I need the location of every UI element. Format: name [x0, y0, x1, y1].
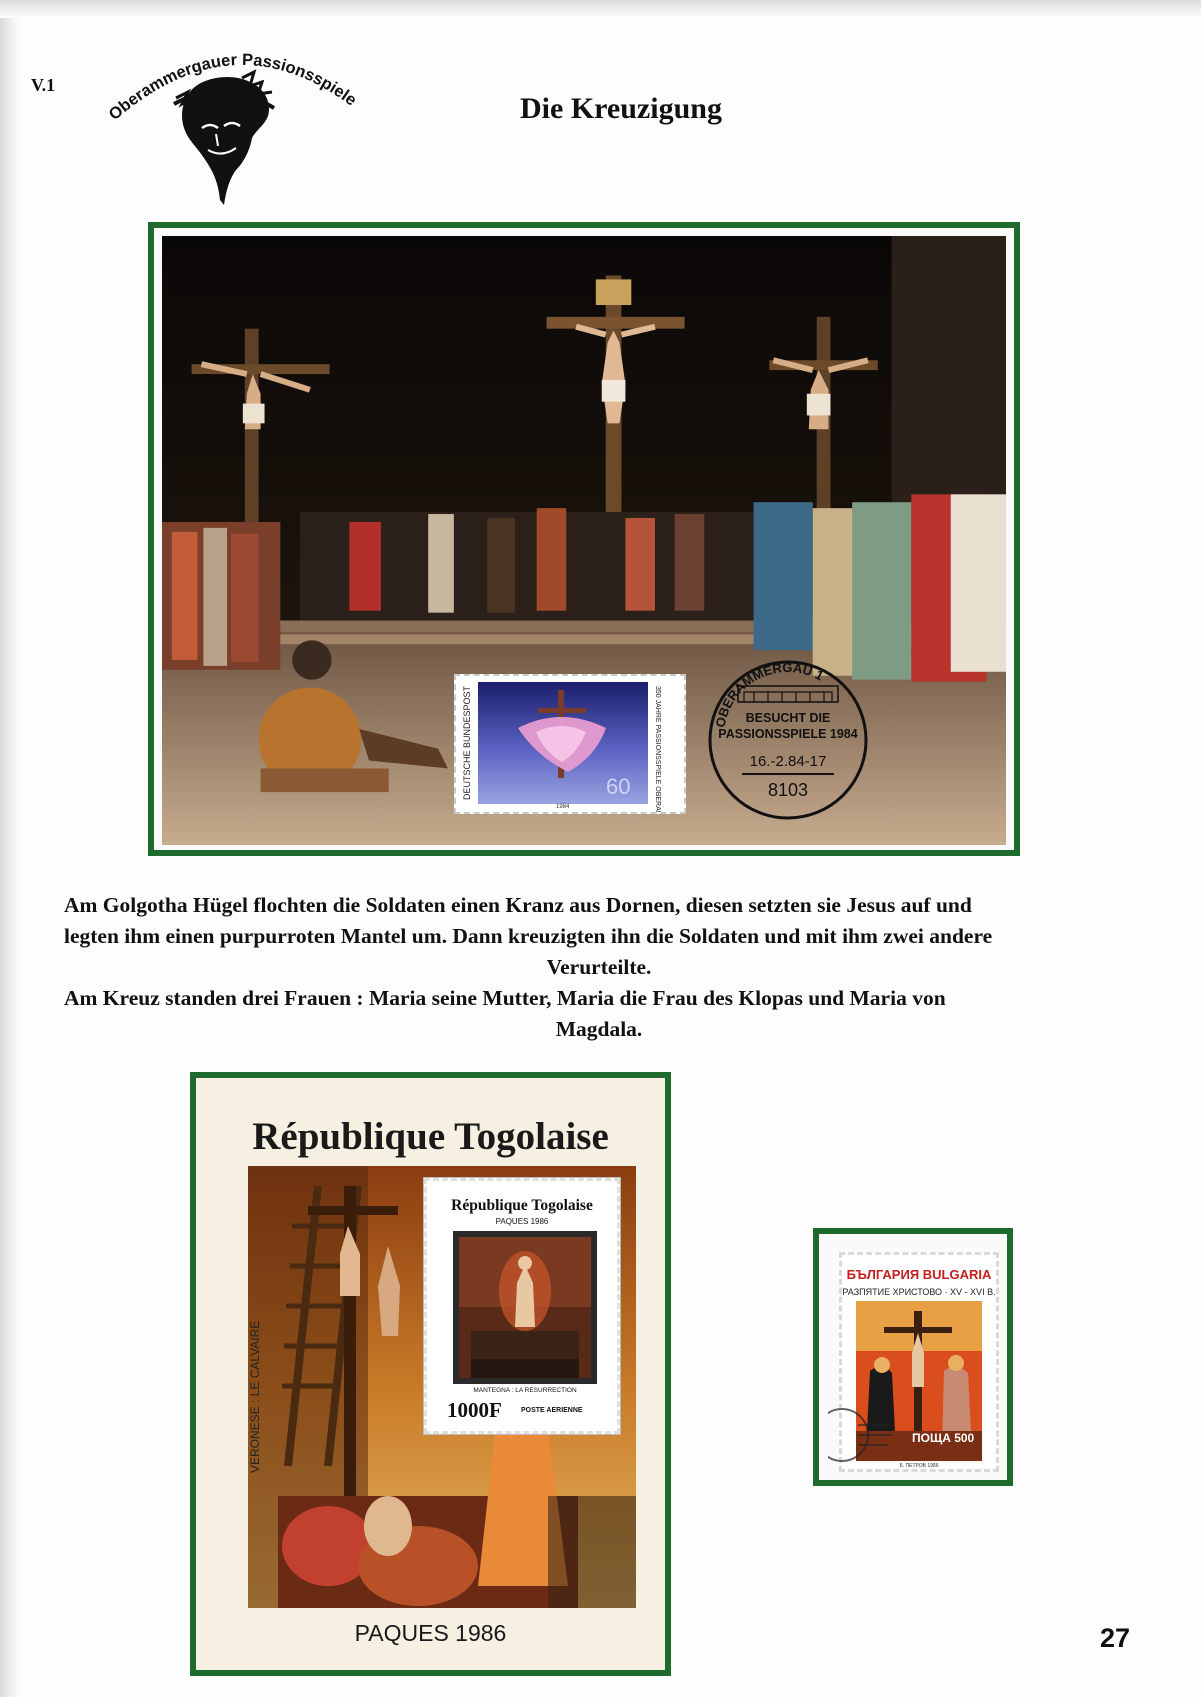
togo-stamp-subtitle: PAQUES 1986	[495, 1217, 549, 1226]
text-line-3: Verurteilte.	[546, 955, 652, 979]
togo-stamp-airmail: POSTE AERIENNE	[521, 1407, 583, 1414]
postmark-date: 16.-2.84-17	[749, 753, 827, 770]
bulgaria-stamp-caption: Б. ПЕТРОВ 1986	[899, 1463, 939, 1469]
togo-sheet-title: République Togolaise	[252, 1115, 609, 1158]
page-top-shadow	[0, 0, 1201, 18]
postmark-line1: BESUCHT DIE	[745, 711, 831, 725]
description-text	[64, 890, 1134, 1045]
text-line-5: Magdala.	[555, 1017, 643, 1041]
togo-souvenir-sheet	[190, 1072, 671, 1676]
bulgaria-cancel-mark	[828, 1405, 898, 1465]
bulgaria-stamp-subtitle: РАЗПЯТИЕ ХРИСТОВО · XV - XVI В.	[842, 1287, 996, 1297]
german-stamp-value: 60	[606, 774, 631, 799]
text-line-2: legten ihm einen purpurroten Mantel um. Dann kreuzigten ihn die Soldaten und mit ihm zwei andere	[64, 924, 993, 948]
bulgaria-stamp	[839, 1252, 999, 1472]
bulgaria-stamp-value: ПОЩА 500	[912, 1431, 975, 1445]
version-label: V.1	[31, 75, 56, 95]
mantegna-resurrection-art	[453, 1231, 597, 1384]
oberammergau-logo	[92, 30, 397, 225]
togo-sheet-footer: PAQUES 1986	[354, 1620, 507, 1646]
postmark-top-text: OBERAMMERGAU 1	[712, 659, 827, 729]
postmark	[684, 650, 878, 826]
togo-stamp-title: République Togolaise	[451, 1197, 593, 1214]
german-stamp	[454, 674, 686, 814]
german-stamp-year: 1984	[556, 804, 570, 810]
postmark-line2: PASSIONSSPIELE 1984	[718, 727, 858, 741]
german-stamp-art	[456, 676, 684, 812]
togo-stamp-caption: MANTEGNA : LA RESURRECTION	[473, 1387, 577, 1394]
veronese-label: VERONESE : LE CALVAIRE	[248, 1320, 262, 1473]
page-edge-shadow	[0, 0, 22, 1697]
text-line-4: Am Kreuz standen drei Frauen : Maria seine Mutter, Maria die Frau des Klopas und Maria von	[64, 986, 946, 1010]
postmark-zip: 8103	[767, 780, 809, 800]
maximum-card	[148, 222, 1020, 856]
togo-stamp-value: 1000F	[447, 1398, 502, 1422]
togo-airmail-stamp	[424, 1178, 620, 1434]
german-stamp-side-text: 350 JAHRE PASSIONSSPIELE OBERAMMERGAU	[654, 686, 661, 812]
page-title: Die Kreuzigung	[520, 92, 722, 125]
bulgaria-stamp-title: БЪЛГАРИЯ BULGARIA	[846, 1267, 992, 1282]
page-number: 27	[1100, 1623, 1131, 1653]
bulgaria-stamp-mount	[813, 1228, 1013, 1486]
german-stamp-country: DEUTSCHE BUNDESPOST	[462, 685, 472, 800]
christ-head-crown-of-thorns-icon	[174, 72, 274, 205]
logo-arc-text: Oberammergauer Passionsspiele	[105, 50, 360, 124]
text-line-1: Am Golgotha Hügel flochten die Soldaten einen Kranz aus Dornen, diesen setzten sie Jesus auf und	[64, 893, 972, 917]
